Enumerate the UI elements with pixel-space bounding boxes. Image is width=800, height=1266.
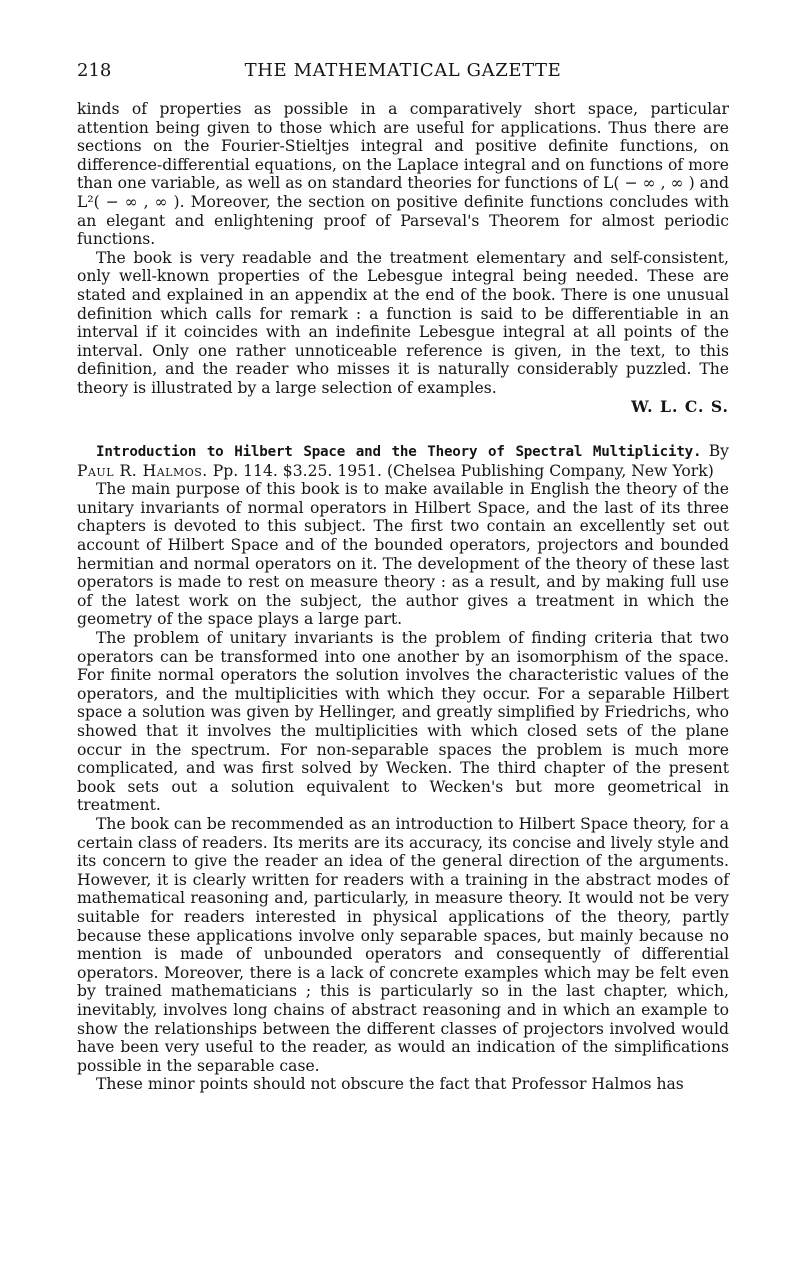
by-label: By (708, 442, 729, 461)
book-title: Introduction to Hilbert Space and the Theory of Spectral Multiplicity. (96, 444, 702, 461)
prev-review-paragraph: kinds of properties as possible in a comparatively short space, particular attention being given to those which are useful for applications. Thus there are sections on the Fourier-Stieltjes integral and positive definite functions, on difference-differential equations, on the Laplace integral and on functions of more than one variable, as well as on standard theories for functions of L( − ∞ , ∞ ) and L²( − ∞ , ∞ ). Moreover, the section on positive definite functions concludes with an elegant and enlightening proof of Parseval's Theorem for almost periodic functions. (77, 100, 729, 249)
page-number: 218 (77, 60, 112, 81)
review-paragraph: The problem of unitary invariants is the problem of finding criteria that two operators can be transformed into one another by an isomorphism of the space. For finite normal operators the solution involves the characteristic values of the operators, and the multiplicities with which they occur. For a separable Hilbert space a solution was given by Hellinger, and greatly simplified by Friedrichs, who showed that it involves the multiplicities with which closed sets of the plane occur in the spectrum. For non-separable spaces the problem is much more complicated, and was first solved by Wecken. The third chapter of the present book sets out a solution equivalent to Wecken's but more geometrical in treatment. (77, 629, 729, 815)
review-paragraph: The book can be recommended as an introduction to Hilbert Space theory, for a certain class of readers. Its merits are its accuracy, its concise and lively style and its concern to give the reader an idea of the general direction of the arguments. However, it is clearly written for readers with a training in the abstract modes of mathematical reasoning and, particularly, in measure theory. It would not be very suitable for readers interested in physical applications of the theory, partly because these applications involve only separable spaces, but mainly because no mention is made of unbounded operators and consequently of differential operators. Moreover, there is a lack of concrete examples which may be felt even by trained mathematicians ; this is particularly so in the last chapter, which, inevitably, involves long chains of abstract reasoning and in which an example to show the relationships between the different classes of projectors involved would have been very useful to the reader, as would an indication of the simplifications possible in the separable case. (77, 814, 729, 1075)
running-head: THE MATHEMATICAL GAZETTE (244, 60, 562, 81)
review-paragraph: These minor points should not obscure the fact that Professor Halmos has (96, 1075, 684, 1094)
book-details: Pp. 114. $3.25. 1951. (Chelsea Publishing Company, New York) (212, 461, 714, 480)
review-heading (77, 442, 729, 480)
section-spacer (77, 416, 729, 442)
journal-page (77, 62, 729, 1094)
page-header (77, 62, 729, 88)
prev-review-paragraph: The book is very readable and the treatment elementary and self-consistent, only well-known properties of the Lebesgue integral being needed. These are stated and explained in an appendix at the end of the book. There is one unusual definition which calls for remark : a function is said to be differentiable in an interval if it coincides with an indefinite Lebesgue integral at all points of the interval. Only one rather unnoticeable reference is given, in the text, to this definition, and the reader who misses it is naturally considerably puzzled. The theory is illustrated by a large selection of examples. (77, 248, 729, 397)
reviewer-signature: W. L. C. S. (631, 396, 729, 416)
review-paragraph: The main purpose of this book is to make available in English the theory of the unitary invariants of normal operators in Hilbert Space, and the last of its three chapters is devoted to this subject. The first two contain an excellently set out account of Hilbert Space and of the bounded operators, projectors and bounded hermitian and normal operators on it. The development of the theory of these last operators is made to rest on measure theory : as a result, and by making full use of the latest work on the subject, the author gives a treatment in which the geometry of the space plays a large part. (77, 480, 729, 629)
book-author: Paul R. Halmos. (77, 461, 208, 480)
